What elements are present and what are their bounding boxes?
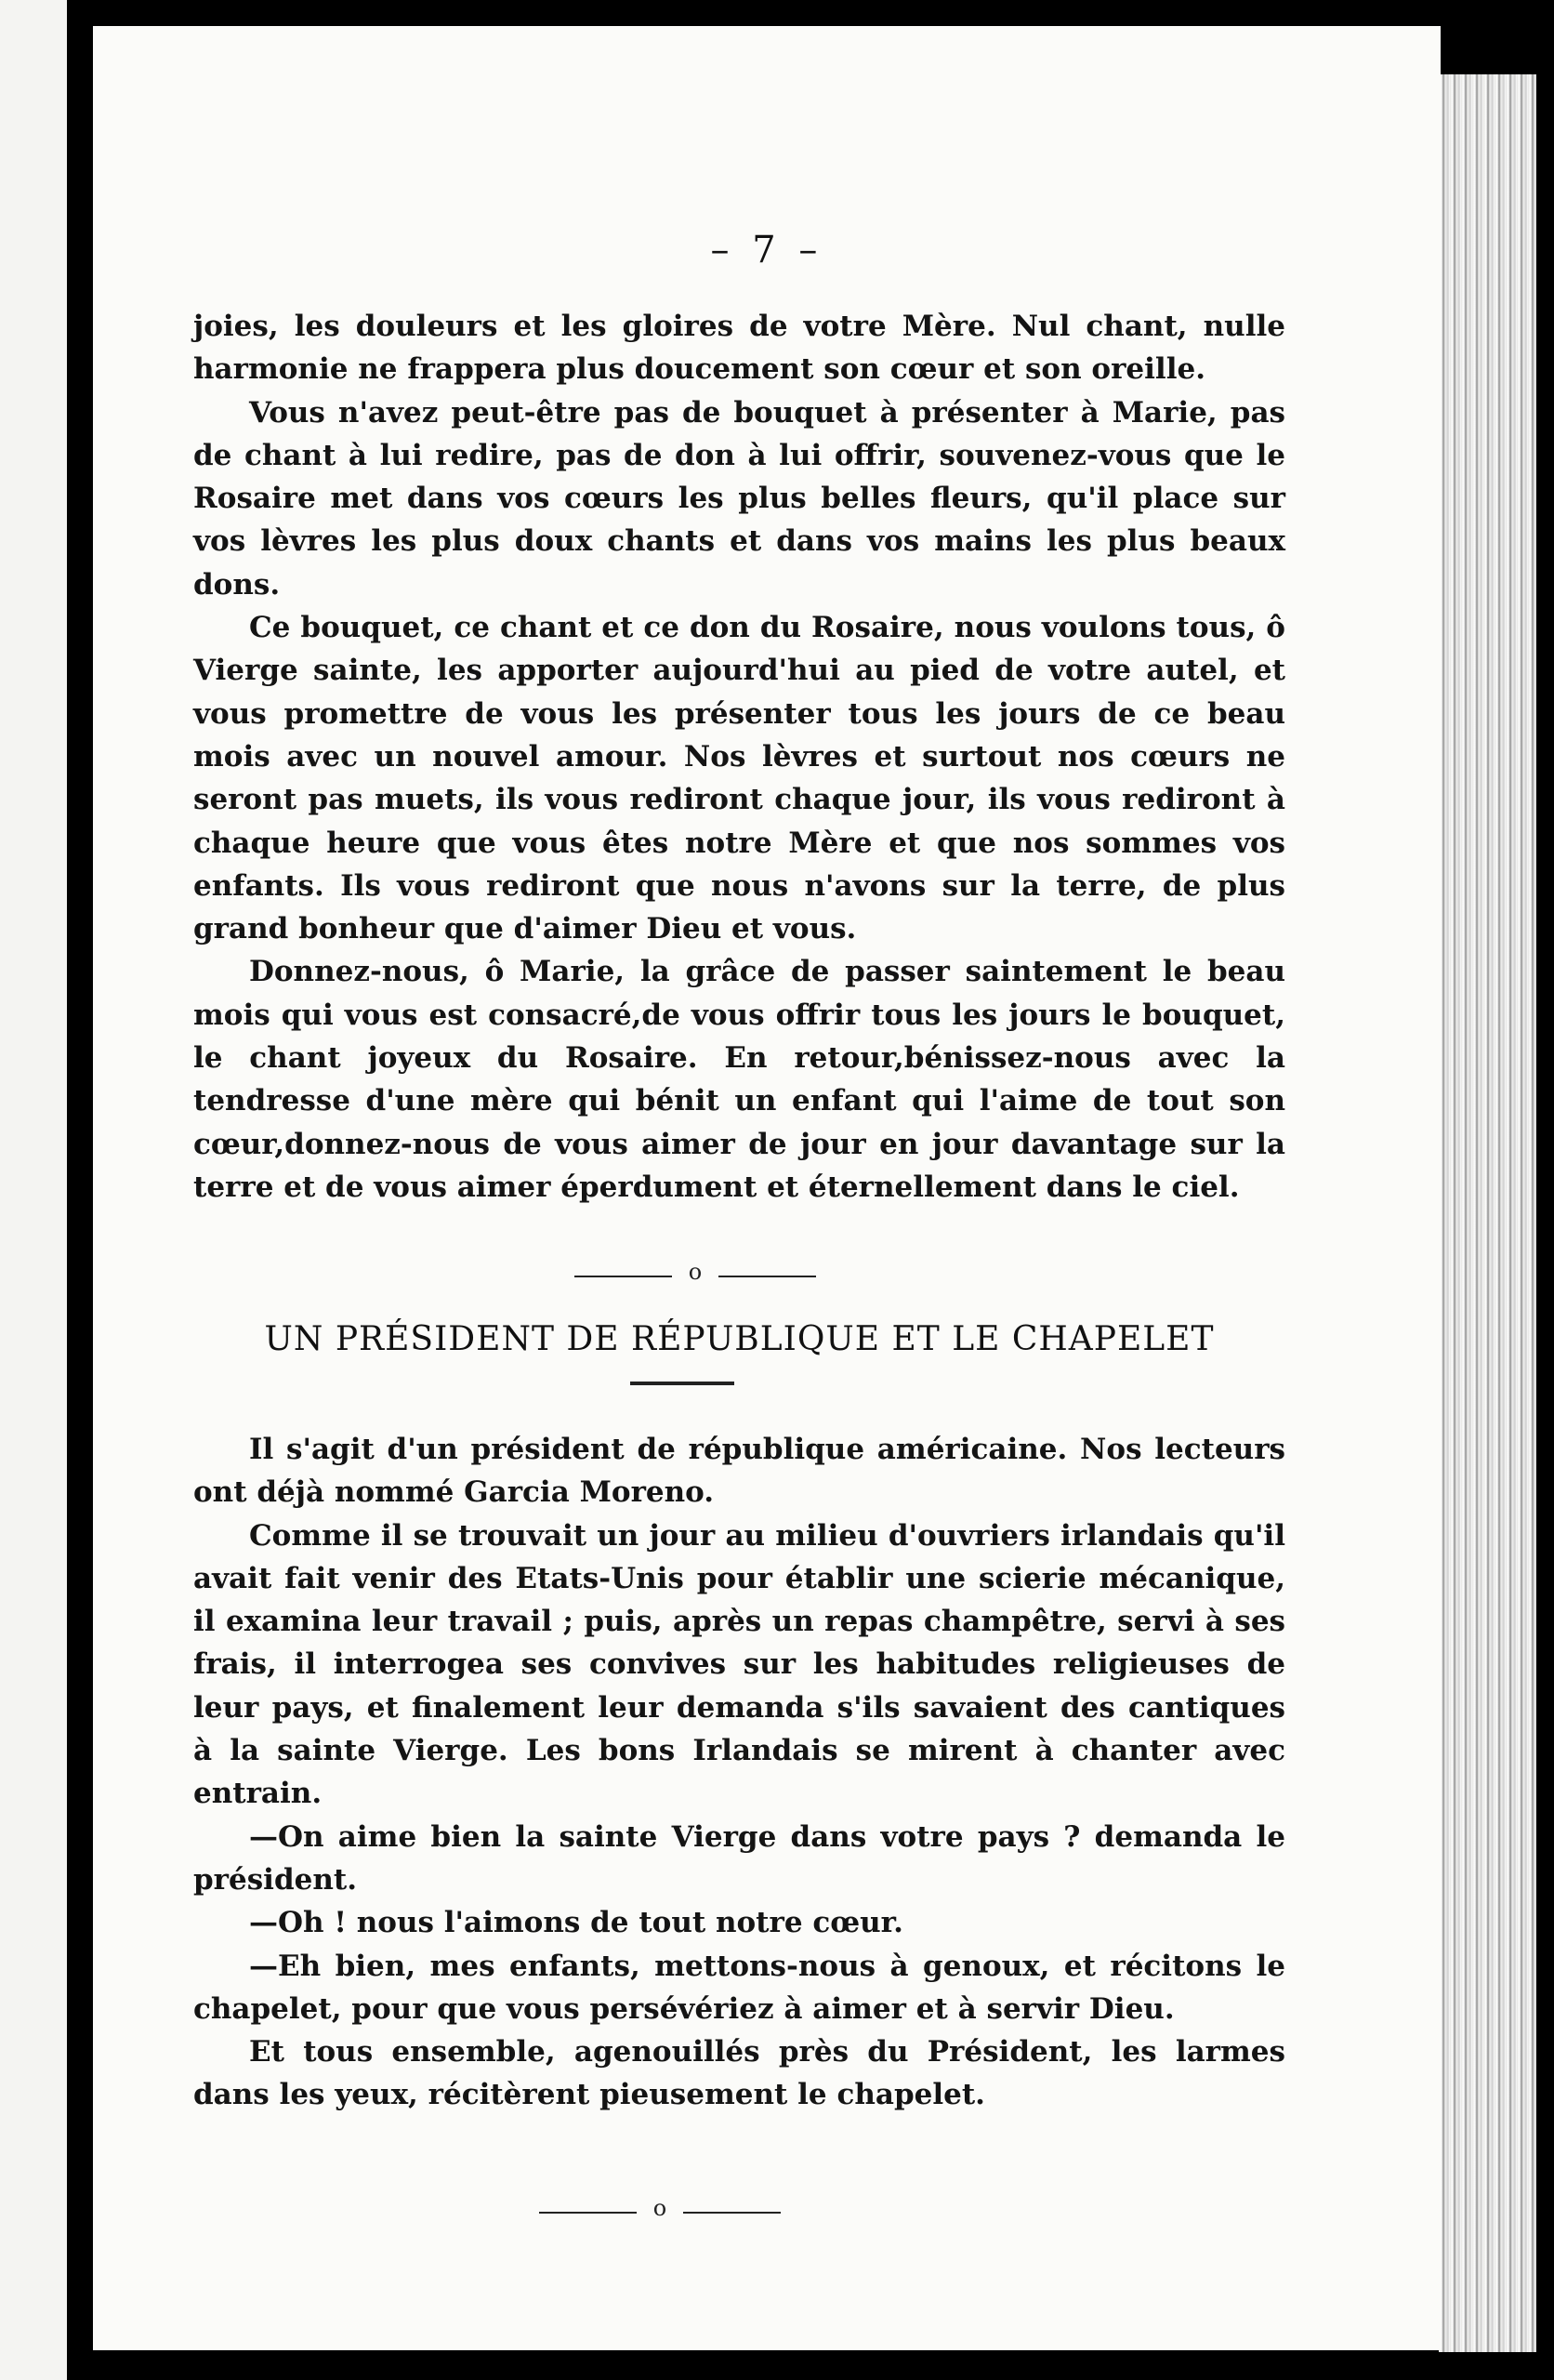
intro-paragraph: Vous n'avez peut-être pas de bouquet à présenter à Marie, pas de chant à lui redire, pas de don à lui offrir, souvenez-vous que le Rosaire met dans vos cœurs les plus belles fleurs, qu'il place sur vos lèvres les plus doux chants et dans vos mains les plus beaux dons. bbox=[193, 395, 1285, 602]
intro-paragraph: Donnez-nous, ô Marie, la grâce de passer saintement le beau mois qui vous est consacré,de vous offrir tous les jours le bouquet, le chant joyeux du Rosaire. En retour,bénissez-nous avec la tendresse d'une mère qui bénit un enfant qui l'aime de tout son cœur,donnez-nous de vous aimer de jour en jour davantage sur la terre et de vous aimer éperdument et éternellement dans le ciel. bbox=[193, 955, 1285, 1204]
end-separator bbox=[539, 2195, 781, 2227]
title-underline bbox=[630, 1382, 734, 1385]
separator-line bbox=[718, 1276, 816, 1277]
section-text bbox=[193, 1428, 1285, 2117]
section-paragraph: Et tous ensemble, agenouillés près du Président, les larmes dans les yeux, récitèrent pieusement le chapelet. bbox=[193, 2035, 1285, 2112]
book-page bbox=[93, 26, 1441, 2350]
section-paragraph: —Oh ! nous l'aimons de tout notre cœur. bbox=[249, 1906, 903, 1940]
section-separator bbox=[574, 1259, 816, 1290]
separator-mark: o bbox=[652, 2195, 667, 2221]
section-paragraph: Comme il se trouvait un jour au milieu d'ouvriers irlandais qu'il avait fait venir des Etats-Unis pour établir une scierie mécanique, il examina leur travail ; puis, après un repas champêtre, servi à ses frais, il interrogea ses convives sur les habitudes religieuses de leur pays, et finalement leur demanda s'ils savaient des cantiques à la sainte Vierge. Les bons Irlandais se mirent à chanter avec entrain. bbox=[193, 1518, 1285, 1811]
intro-paragraph: joies, les douleurs et les gloires de votre Mère. Nul chant, nulle harmonie ne frappera plus doucement son cœur et son oreille. bbox=[193, 310, 1285, 387]
facing-page-edge bbox=[0, 0, 67, 2380]
intro-paragraph: Ce bouquet, ce chant et ce don du Rosaire, nous voulons tous, ô Vierge sainte, les apporter aujourd'hui au pied de votre autel, et vous promettre de vous les présenter tous les jours de ce beau mois avec un nouvel amour. Nos lèvres et surtout nos cœurs ne seront pas muets, ils vous rediront chaque jour, ils vous rediront à chaque heure que vous êtes notre Mère et que nos sommes vos enfants. Ils vous rediront que nous n'avons sur la terre, de plus grand bonheur que d'aimer Dieu et vous. bbox=[193, 611, 1285, 946]
separator-line bbox=[683, 2212, 781, 2214]
section-paragraph: Il s'agit d'un président de république américaine. Nos lecteurs ont déjà nommé Garcia Moreno. bbox=[193, 1433, 1285, 1510]
separator-mark: o bbox=[688, 1259, 703, 1285]
section-paragraph: —On aime bien la sainte Vierge dans votre pays ? demanda le président. bbox=[193, 1819, 1285, 1897]
book-page-edges bbox=[1439, 74, 1536, 2352]
page-number: – 7 – bbox=[710, 229, 823, 271]
section-title: UN PRÉSIDENT DE RÉPUBLIQUE ET LE CHAPELET bbox=[264, 1320, 1215, 1358]
intro-text bbox=[193, 305, 1285, 1209]
section-paragraph: —Eh bien, mes enfants, mettons-nous à genoux, et récitons le chapelet, pour que vous persévériez à aimer et à servir Dieu. bbox=[193, 1949, 1285, 2026]
